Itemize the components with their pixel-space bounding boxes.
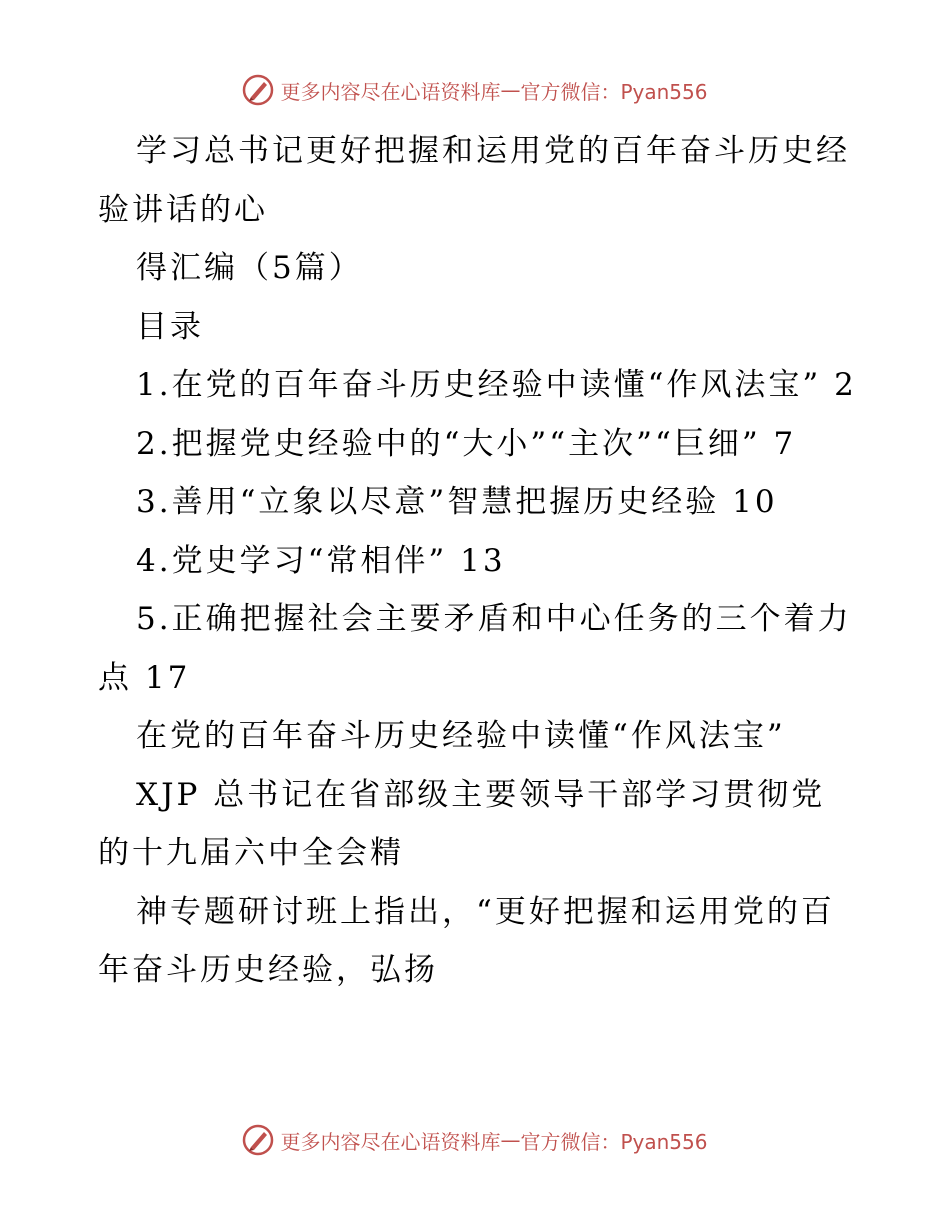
toc-item: 2.把握党史经验中的“大小”“主次”“巨细” 7: [136, 425, 797, 462]
document-title: 学习总书记更好把握和运用党的百年奋斗历史经验讲话的心: [98, 133, 850, 228]
header-separator: —: [500, 78, 521, 102]
body-paragraph: 神专题研讨班上指出，“更好把握和运用党的百年奋斗历史经验，弘扬: [98, 893, 835, 988]
toc-item: 3.善用“立象以尽意”智慧把握历史经验 10: [136, 484, 778, 520]
section-title: 在党的百年奋斗历史经验中读懂“作风法宝”: [136, 718, 786, 754]
footer-wechat-text: 官方微信：Pyan556: [520, 1129, 708, 1154]
footer-brand-text: 更多内容尽在心语资料库: [280, 1129, 501, 1154]
quill-pen-logo-icon: [242, 74, 274, 106]
header-watermark-banner: [0, 70, 950, 110]
document-title-continued: 得汇编（5篇）: [136, 250, 363, 286]
header-brand-text: 更多内容尽在心语资料库: [280, 79, 501, 104]
footer-watermark-banner: [0, 1120, 950, 1160]
toc-item: 5.正确把握社会主要矛盾和中心任务的三个着力点 17: [98, 601, 852, 696]
toc-item: 4.党史学习“常相伴” 13: [136, 542, 506, 579]
toc-item: 1.在党的百年奋斗历史经验中读懂“作风法宝” 2: [136, 367, 857, 403]
footer-separator: —: [500, 1128, 521, 1152]
document-body: [98, 122, 858, 1000]
body-paragraph: XJP 总书记在省部级主要领导干部学习贯彻党的十九届六中全会精: [98, 776, 826, 871]
toc-heading: 目录: [136, 308, 204, 345]
header-wechat-text: 官方微信：Pyan556: [520, 79, 708, 104]
quill-pen-logo-icon: [242, 1124, 274, 1156]
